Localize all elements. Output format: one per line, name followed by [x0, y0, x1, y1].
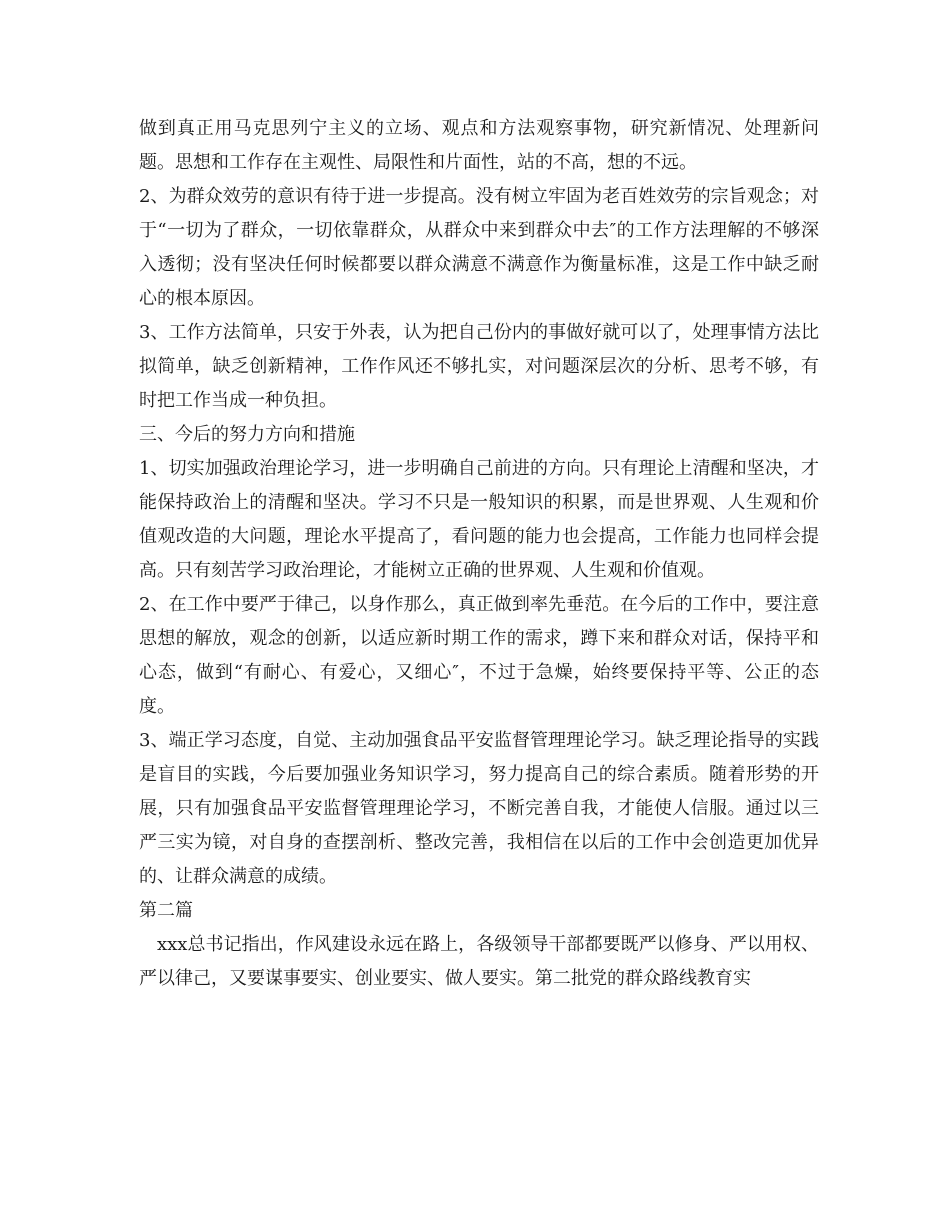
paragraph-item-2-service-awareness: 2、为群众效劳的意识有待于进一步提高。没有树立牢固为老百姓效劳的宗旨观念；对于“一切为了群众，一切依靠群众，从群众中来到群众中去″的工作方法理解的不够深入透彻；没有坚决任何时候都要以群众满意不满意作为衡量标准，这是工作中缺乏耐心的根本原因。	[139, 186, 819, 309]
paragraph-continuation: 做到真正用马克思列宁主义的立场、观点和方法观察事物，研究新情况、处理新问题。思想和工作存在主观性、局限性和片面性，站的不高，想的不远。	[139, 118, 819, 173]
paragraph-measure-3: 3、端正学习态度，自觉、主动加强食品平安监督管理理论学习。缺乏理论指导的实践是盲目的实践，今后要加强业务知识学习，努力提高自己的综合素质。随着形势的开展，只有加强食品平安监督管理理论学习，不断完善自我，才能使人信服。通过以三严三实为镜，对自身的查摆剖析、整改完善，我相信在以后的工作中会创造更加优异的、让群众满意的成绩。	[139, 730, 819, 887]
paragraph-item-3-work-method: 3、工作方法简单，只安于外表，认为把自己份内的事做好就可以了，处理事情方法比拟简单，缺乏创新精神，工作作风还不够扎实，对问题深层次的分析、思考不够，有时把工作当成一种负担。	[139, 322, 819, 411]
document-body	[139, 112, 819, 996]
chapter-heading-second: 第二篇	[139, 900, 193, 921]
paragraph-measure-2: 2、在工作中要严于律己，以身作那么，真正做到率先垂范。在今后的工作中，要注意思想的解放，观念的创新，以适应新时期工作的需求，蹲下来和群众对话，保持平和心态，做到“有耐心、有爱心，又细心″，不过于急燥，始终要保持平等、公正的态度。	[139, 594, 819, 717]
section-heading-future-direction: 三、今后的努力方向和措施	[139, 424, 355, 445]
paragraph-second-intro: xxx总书记指出，作风建设永远在路上，各级领导干部都要既严以修身、严以用权、严以律己，又要谋事要实、创业要实、做人要实。第二批党的群众路线教育实	[139, 934, 819, 989]
paragraph-measure-1: 1、切实加强政治理论学习，进一步明确自己前进的方向。只有理论上清醒和坚决，才能保持政治上的清醒和坚决。学习不只是一般知识的积累，而是世界观、人生观和价值观改造的大问题，理论水平提高了，看问题的能力也会提高，工作能力也同样会提高。只有刻苦学习政治理论，才能树立正确的世界观、人生观和价值观。	[139, 458, 819, 581]
